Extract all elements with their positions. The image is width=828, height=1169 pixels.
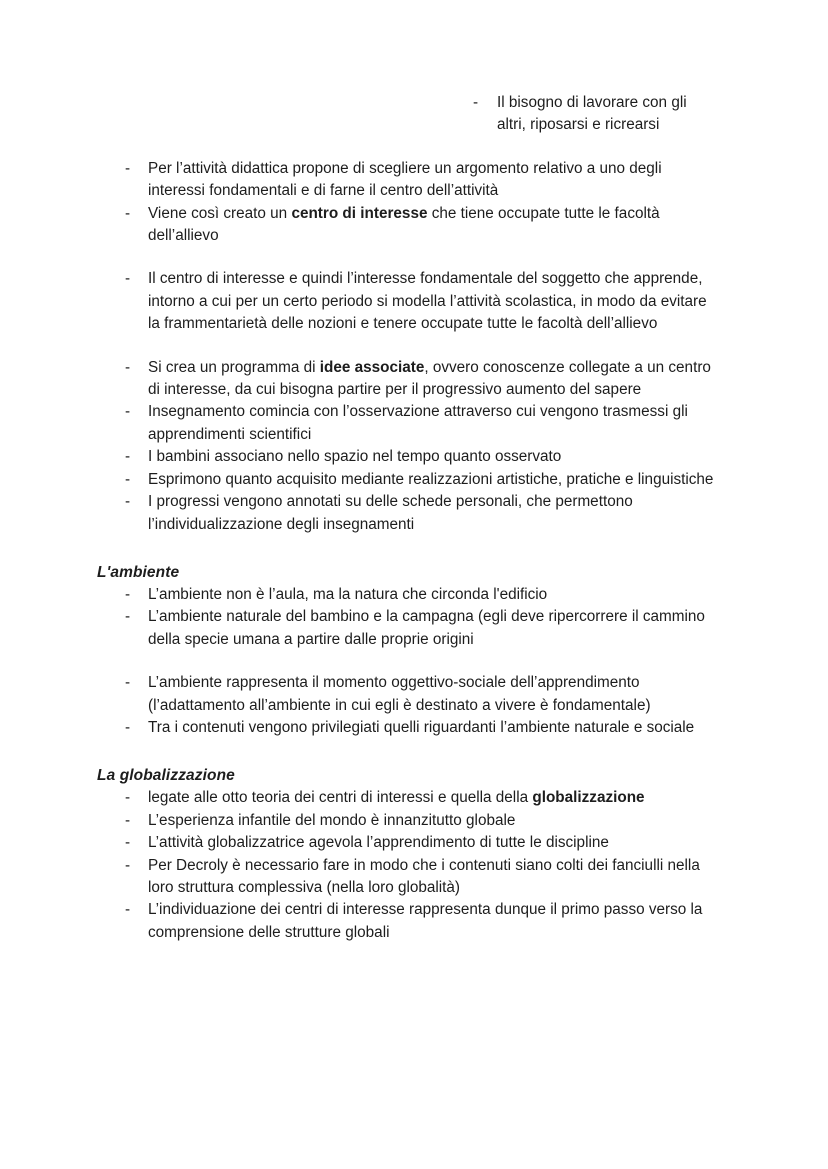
text-run: L’individuazione dei centri di interesse rappresenta dunque il primo passo verso la comprensione delle strutture globali — [148, 901, 703, 941]
bullet-dash-icon: - — [125, 358, 131, 376]
bullet-item — [0, 357, 828, 402]
bullet-text — [148, 160, 662, 199]
bullet-dash-icon: - — [125, 270, 131, 288]
bold-run: globalizzazione — [532, 789, 645, 807]
text-run: L’attività globalizzatrice agevola l’apprendimento di tutte le discipline — [148, 834, 609, 852]
bullet-dash-icon: - — [125, 811, 131, 829]
bullet-item — [0, 787, 828, 809]
bullet-item — [0, 606, 828, 651]
content-group — [0, 268, 828, 335]
bullet-dash-icon: - — [125, 585, 131, 603]
text-run: I bambini associano nello spazio nel tempo quanto osservato — [148, 448, 562, 466]
document-body — [0, 92, 828, 944]
content-group — [0, 562, 828, 651]
bullet-item — [0, 469, 828, 491]
content-group — [0, 765, 828, 944]
bullet-item — [0, 92, 828, 137]
text-run: L’ambiente rappresenta il momento oggettivo-sociale dell’apprendimento (l’adattamento all’ambiente in cui egli è destinato a vivere è fondamentale) — [148, 674, 651, 714]
text-run: Per Decroly è necessario fare in modo che i contenuti siano colti dei fanciulli nella loro struttura complessiva (nella loro globalità) — [148, 856, 700, 896]
bullet-dash-icon: - — [125, 901, 131, 919]
bullet-text — [148, 471, 713, 488]
bullet-item — [0, 158, 828, 203]
bullet-dash-icon: - — [473, 94, 479, 111]
bullet-item — [0, 584, 828, 606]
text-run: Insegnamento comincia con l’osservazione attraverso cui vengono trasmessi gli apprendimenti scientifici — [148, 403, 688, 443]
bullet-text — [148, 403, 688, 442]
bullet-text — [148, 205, 660, 244]
content-group — [0, 357, 828, 536]
content-group — [0, 92, 828, 137]
bullet-text — [148, 789, 645, 806]
bullet-item — [0, 717, 828, 739]
bullet-dash-icon: - — [125, 608, 131, 626]
bullet-list — [0, 584, 828, 651]
bullet-text — [148, 719, 694, 736]
text-run: I progressi vengono annotati su delle schede personali, che permettono l’individualizzazione degli insegnamenti — [148, 493, 633, 533]
text-run: L’esperienza infantile del mondo è innanzitutto globale — [148, 811, 516, 829]
bullet-text — [148, 901, 702, 940]
bullet-text — [148, 857, 700, 896]
bullet-dash-icon: - — [125, 448, 131, 466]
bullet-item — [0, 810, 828, 832]
text-run: L’ambiente non è l’aula, ma la natura che circonda l'edificio — [148, 585, 548, 603]
bullet-text — [148, 270, 707, 332]
bullet-list — [0, 787, 828, 944]
bullet-dash-icon: - — [125, 204, 131, 222]
text-run: L’ambiente naturale del bambino e la campagna (egli deve ripercorrere il cammino della specie umana a partire dalle proprie origini — [148, 608, 705, 648]
bullet-list — [0, 268, 828, 335]
bullet-item — [0, 899, 828, 944]
text-run: Il bisogno di lavorare con gli altri, riposarsi e ricrearsi — [497, 94, 687, 134]
bullet-text — [148, 812, 515, 829]
bullet-item — [0, 203, 828, 248]
bullet-text — [148, 608, 705, 647]
bullet-text — [148, 493, 633, 532]
text-run: Viene così creato un — [148, 204, 292, 222]
bullet-item — [0, 491, 828, 536]
bullet-item — [0, 401, 828, 446]
bullet-item — [0, 446, 828, 468]
bullet-dash-icon: - — [125, 674, 131, 692]
bullet-dash-icon: - — [125, 159, 131, 177]
bullet-list — [0, 158, 828, 248]
bullet-dash-icon: - — [125, 493, 131, 511]
text-run: legate alle otto teoria dei centri di interessi e quella della — [148, 789, 533, 807]
bullet-dash-icon: - — [125, 856, 131, 874]
bullet-dash-icon: - — [125, 718, 131, 736]
bullet-list — [0, 357, 828, 536]
text-run: Si crea un programma di — [148, 358, 320, 376]
bullet-list — [0, 92, 828, 137]
text-run: Per l’attività didattica propone di scegliere un argomento relativo a uno degli interessi fondamentali e di farne il centro dell’attività — [148, 159, 662, 200]
text-run: , ovvero conoscenze collegate a un centro di interesse, da cui bisogna partire per il progressivo aumento del sapere — [148, 358, 711, 399]
bullet-item — [0, 268, 828, 335]
section-heading: La globalizzazione — [97, 767, 235, 785]
bullet-text — [148, 586, 547, 603]
text-run: Esprimono quanto acquisito mediante realizzazioni artistiche, pratiche e linguistiche — [148, 470, 714, 488]
content-group — [0, 672, 828, 739]
bullet-text — [148, 674, 651, 713]
bullet-item — [0, 832, 828, 854]
bold-run: centro di interesse — [291, 204, 428, 222]
text-run: Tra i contenuti vengono privilegiati quelli riguardanti l’ambiente naturale e sociale — [148, 718, 695, 736]
bullet-dash-icon: - — [125, 834, 131, 852]
bullet-dash-icon: - — [125, 789, 131, 807]
bullet-text — [148, 448, 561, 465]
bullet-item — [0, 672, 828, 717]
content-group — [0, 158, 828, 248]
text-run: che tiene occupate tutte le facoltà dell’allievo — [148, 204, 660, 245]
bullet-dash-icon: - — [125, 403, 131, 421]
bullet-dash-icon: - — [125, 470, 131, 488]
text-run: Il centro di interesse e quindi l’interesse fondamentale del soggetto che apprende, intorno a cui per un certo periodo si modella l’attività scolastica, in modo da evitare la frammentarietà delle nozioni e tenere occupate tutte le facoltà dell’allievo — [148, 270, 707, 333]
bullet-item — [0, 855, 828, 900]
bold-run: idee associate — [319, 358, 425, 376]
bullet-text — [148, 359, 711, 398]
bullet-text — [497, 94, 687, 133]
bullet-text — [148, 834, 609, 851]
section-heading: L'ambiente — [97, 563, 180, 581]
bullet-list — [0, 672, 828, 739]
